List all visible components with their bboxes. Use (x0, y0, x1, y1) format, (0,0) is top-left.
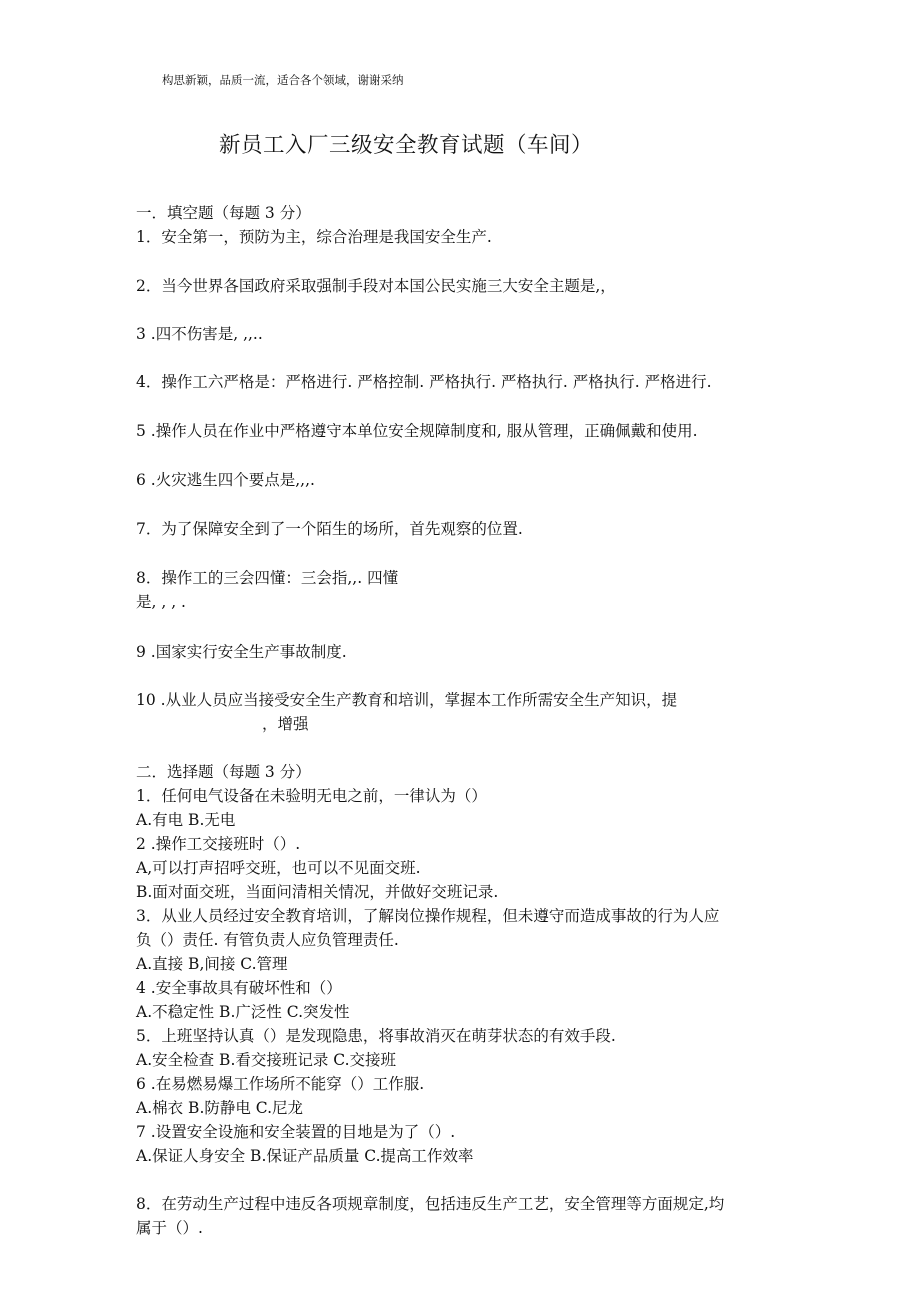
question-line: 1．安全第一，预防为主，综合治理是我国安全生产. (136, 228, 492, 246)
question-line: ，增强 (262, 715, 309, 733)
question-line: 5 .操作人员在作业中严格遵守本单位安全规障制度和, 服从管理，正确佩戴和使用. (136, 422, 698, 440)
question-line: 7．为了保障安全到了一个陌生的场所，首先观察的位置. (136, 520, 523, 538)
section-heading-fill-in: 一．填空题（每题 3 分） (136, 204, 311, 222)
question-line: 1．任何电气设备在未验明无电之前，一律认为（） (136, 787, 487, 805)
question-line: 7 .设置安全设施和安全装置的目地是为了（）. (136, 1123, 456, 1141)
answer-options: B.面对面交班，当面问清相关情况，并做好交班记录. (136, 883, 499, 901)
answer-options: A.保证人身安全 B.保证产品质量 C.提高工作效率 (136, 1147, 474, 1165)
question-line: 2．当今世界各国政府采取强制手段对本国公民实施三大安全主题是,， (136, 277, 616, 295)
answer-options: A.安全检查 B.看交接班记录 C.交接班 (136, 1051, 397, 1069)
answer-options: A.有电 B.无电 (136, 811, 236, 829)
question-line: 2 .操作工交接班时（）. (136, 835, 301, 853)
answer-options: A.直接 B,间接 C.管理 (136, 955, 288, 973)
question-line: 4．操作工六严格是：严格进行. 严格控制. 严格执行. 严格执行. 严格执行. 严格进行. (136, 373, 712, 391)
question-line: 10 .从业人员应当接受安全生产教育和培训，掌握本工作所需安全生产知识，提 (136, 691, 678, 709)
question-line: 6 .在易燃易爆工作场所不能穿（）工作服. (136, 1075, 425, 1093)
question-line: 4 .安全事故具有破坏性和（） (136, 979, 342, 997)
answer-options: A.棉衣 B.防静电 C.尼龙 (136, 1099, 304, 1117)
section-heading-choice: 二．选择题（每题 3 分） (136, 763, 311, 781)
question-line: 6 .火灾逃生四个要点是,,,. (136, 471, 315, 489)
answer-options: A.不稳定性 B.广泛性 C.突发性 (136, 1003, 350, 1021)
question-line: 8．操作工的三会四懂：三会指,,. 四懂 (136, 569, 399, 587)
question-line: 3．从业人员经过安全教育培训，了解岗位操作规程，但未遵守而造成事故的行为人应 (136, 907, 720, 925)
question-line: 3 .四不伤害是, ,,.. (136, 325, 263, 343)
question-line: 5．上班坚持认真（）是发现隐患，将事故消灭在萌芽状态的有效手段. (136, 1027, 616, 1045)
page-header: 构思新颖，品质一流，适合各个领域，谢谢采纳 (162, 73, 404, 87)
page-title: 新员工入厂三级安全教育试题（车间） (219, 133, 594, 158)
question-line: 属于（）. (136, 1219, 203, 1237)
question-line: 9 .国家实行安全生产事故制度. (136, 643, 347, 661)
question-line: 是, , , . (136, 593, 186, 611)
question-line: 8．在劳动生产过程中违反各项规章制度，包括违反生产工艺，安全管理等方面规定,均 (136, 1195, 725, 1213)
answer-options: A,可以打声招呼交班，也可以不见面交班. (136, 859, 421, 877)
question-line: 负（）责任. 有管负责人应负管理责任. (136, 931, 399, 949)
